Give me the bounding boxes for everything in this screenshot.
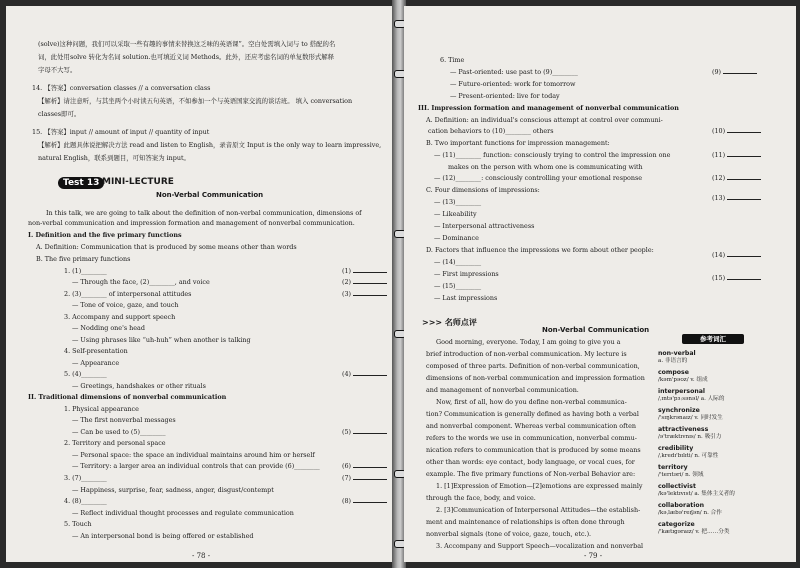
outline-line: 2. (3)________ of interpersonal attitudes <box>64 290 192 298</box>
note-line: natural English，联系到题目，可知答案为 input。 <box>38 154 190 162</box>
answer-slot[interactable]: (14) <box>712 251 761 259</box>
test-badge: Test 13 <box>58 177 104 189</box>
outline-line: II. Traditional dimensions of nonverbal communication <box>28 393 227 401</box>
outline-line: 1. (1)________ <box>64 267 107 275</box>
outline-line: III. Impression formation and management of nonverbal communication <box>418 104 679 112</box>
outline-line: A. Definition: Communication that is produced by some means other than words <box>36 243 297 251</box>
lecture-title: Non-Verbal Communication <box>156 191 264 199</box>
answer-slot[interactable]: (3) <box>342 290 387 298</box>
commentary-line: refers to the words we use in communication, nonverbal commu- <box>426 434 637 442</box>
section-heading: >>> 名师点评 <box>422 318 477 327</box>
outline-line: 4. (8)________ <box>64 497 107 505</box>
commentary-line: ment and maintenance of relationships is often done through <box>426 518 625 526</box>
outline-line: — (12)________: consciously controlling your emotional response <box>434 174 643 182</box>
vocab-entry <box>658 483 735 498</box>
answer-slot[interactable]: (4) <box>342 370 387 378</box>
note-line: 14. 【答案】conversation classes // a conversation class <box>32 84 211 92</box>
outline-line: — Through the face, (2)________, and voice <box>72 278 210 286</box>
vocab-entry <box>658 407 723 422</box>
commentary-line: Good morning, everyone. Today, I am going to give you a <box>436 338 621 346</box>
outline-line: I. Definition and the five primary functions <box>28 231 182 239</box>
commentary-title: Non-Verbal Communication <box>542 326 650 334</box>
note-line: (solve)这种问题，我们可以采取一些有趣的事情来替换这乏味的英语课”。空白处需填入词与 to 搭配的名 <box>38 40 336 48</box>
vocab-word: collaboration <box>658 502 704 509</box>
outline-line: 5. (4)________ <box>64 370 107 378</box>
note-line: classes即可。 <box>38 110 81 118</box>
outline-line: — (14)________ <box>434 258 482 266</box>
outline-line: — Nodding one's head <box>72 324 145 332</box>
outline-line: A. Definition: an individual's conscious attempt at control over communi- <box>426 116 663 124</box>
note-line: 【解析】此题具体说把解决方法 read and listen to English，录音原文 Input is the only way to learn impressive, <box>38 141 382 149</box>
outline-line: — Tone of voice, gaze, and touch <box>72 301 179 309</box>
outline-line: makes on the person with whom one is communicating with <box>448 163 643 171</box>
outline-line: — Reflect individual thought processes and regulate communication <box>72 509 294 517</box>
test-title: MINI-LECTURE <box>102 177 174 187</box>
vocab-meaning: /kə'lektɪvɪst/ a. 集体主义者的 <box>658 491 735 497</box>
vocab-entry <box>658 426 721 441</box>
answer-slot[interactable]: (2) <box>342 278 387 286</box>
outline-line: 5. Touch <box>64 520 92 528</box>
vocab-meaning: /'sɪŋkrənaɪz/ v. 同时发生 <box>658 415 723 421</box>
outline-line: — Happiness, surprise, fear, sadness, anger, disgust/contempt <box>72 486 274 494</box>
commentary-line: example. The five primary functions of Non-verbal Behavior are: <box>426 470 636 478</box>
answer-slot[interactable]: (11) <box>712 151 761 159</box>
answer-slot[interactable]: (12) <box>712 174 761 182</box>
outline-line: — Can be used to (5)________ <box>72 428 166 436</box>
outline-line: — (11)________ function: consciously trying to control the impression one <box>434 151 671 159</box>
commentary-line: 3. Accompany and Support Speech—vocalization and nonverbal <box>436 542 644 550</box>
vocab-word: attractiveness <box>658 426 709 433</box>
outline-line: — Using phrases like “uh-huh” when another is talking <box>72 336 251 344</box>
outline-line: B. The five primary functions <box>36 255 131 263</box>
outline-line: — Greetings, handshakes or other rituals <box>72 382 206 390</box>
outline-line: — Appearance <box>72 359 120 367</box>
vocab-word: interpersonal <box>658 388 706 395</box>
outline-line: — Past-oriented: use past to (9)________ <box>450 68 578 76</box>
commentary-line: brief introduction of non-verbal communication. My lecture is <box>426 350 627 358</box>
vocab-entry <box>658 388 724 403</box>
outline-line: — Last impressions <box>434 294 498 302</box>
vocab-meaning: /kəˌlæbə'reɪʃən/ n. 合作 <box>658 510 722 516</box>
vocab-entry <box>658 445 718 460</box>
vocab-meaning: /ˌkredɪ'bɪlɪti/ n. 可靠性 <box>658 453 719 459</box>
answer-slot[interactable]: (10) <box>712 127 761 135</box>
outline-line: — Future-oriented: work for tomorrow <box>450 80 576 88</box>
vocab-word: credibility <box>658 445 694 452</box>
answer-slot[interactable]: (13) <box>712 194 761 202</box>
right-page <box>404 6 796 562</box>
vocab-word: collectivist <box>658 483 696 490</box>
outline-line: — Likeability <box>434 210 477 218</box>
outline-line: — Territory: a larger area an individual controls that can provide (6)________ <box>72 462 320 470</box>
vocab-word: non-verbal <box>658 350 696 357</box>
commentary-line: through the face, body, and voice. <box>426 494 536 502</box>
vocab-entry <box>658 350 696 365</box>
commentary-line: tion? Communication is generally defined as having both a verbal <box>426 410 639 418</box>
outline-line: 3. Accompany and support speech <box>64 313 176 321</box>
page-number: - 78 - <box>192 552 211 560</box>
vocab-word: categorize <box>658 521 695 528</box>
vocab-entry <box>658 521 729 536</box>
answer-slot[interactable]: (15) <box>712 274 761 282</box>
vocab-word: territory <box>658 464 688 471</box>
commentary-line: composed of three parts. Definition of non-verbal communication, <box>426 362 640 370</box>
outline-line: 1. Physical appearance <box>64 405 139 413</box>
page-number: - 79 - <box>584 552 603 560</box>
vocab-meaning: /kəm'pəʊz/ v. 组成 <box>658 377 708 383</box>
commentary-line: 1. [1]Expression of Emotion—[2]emotions are expressed mainly <box>436 482 643 490</box>
vocab-entry <box>658 502 722 517</box>
commentary-line: 2. [3]Communication of Interpersonal Attitudes—the establish- <box>436 506 641 514</box>
vocab-entry <box>658 369 708 384</box>
answer-slot[interactable]: (5) <box>342 428 387 436</box>
note-line: 字母不大写。 <box>38 66 77 74</box>
outline-line: — (13)________ <box>434 198 482 206</box>
answer-slot[interactable]: (9) <box>712 68 757 76</box>
outline-line: 2. Territory and personal space <box>64 439 166 447</box>
vocab-heading: 参考词汇 <box>682 334 744 344</box>
outline-line: — Interpersonal attractiveness <box>434 222 535 230</box>
commentary-line: and management of nonverbal communication. <box>426 386 579 394</box>
note-line: 15. 【答案】input // amount of input // quantity of input <box>32 128 210 136</box>
outline-line: 3. (7)________ <box>64 474 107 482</box>
answer-slot[interactable]: (1) <box>342 267 387 275</box>
vocab-entry <box>658 464 703 479</box>
outline-line: B. Two important functions for impression management: <box>426 139 610 147</box>
commentary-line: nication refers to communication that is produced by some means <box>426 446 641 454</box>
commentary-line: dimensions of non-verbal communication and impression formation <box>426 374 645 382</box>
outline-line: — An interpersonal bond is being offered or established <box>72 532 254 540</box>
commentary-line: Now, first of all, how do you define non-verbal communica- <box>436 398 627 406</box>
outline-line: 4. Self-presentation <box>64 347 128 355</box>
note-line: 【解析】请注意听，与其坐两个小时读五句英语，不如参加一个与英语国家交流的谈话班。 填入 conversation <box>38 97 353 105</box>
outline-line: — Personal space: the space an individual maintains around him or herself <box>72 451 315 459</box>
vocab-meaning: /ˌɪntə'pɜːsənəl/ a. 人际的 <box>658 396 725 402</box>
outline-line: 6. Time <box>440 56 465 64</box>
outline-line: — Present-oriented: live for today <box>450 92 560 100</box>
outline-line: non-verbal communication and impression formation and management of nonverbal communication. <box>28 219 355 227</box>
outline-line: — (15)________ <box>434 282 482 290</box>
vocab-meaning: /'kætɪgəraɪz/ v. 把……分类 <box>658 529 730 535</box>
answer-slot[interactable]: (7) <box>342 474 387 482</box>
outline-line: — The first nonverbal messages <box>72 416 176 424</box>
commentary-line: and nonverbal component. Whereas verbal communication often <box>426 422 636 430</box>
vocab-word: compose <box>658 369 689 376</box>
left-page <box>6 6 394 562</box>
note-line: 词，此处用solve 转化为名词 solution.也可填近义词 Methods。此外，还应考虑名词的单复数形式解释 <box>38 53 335 61</box>
vocab-meaning: a. 非语言的 <box>658 358 688 364</box>
answer-slot[interactable]: (6) <box>342 462 387 470</box>
vocab-meaning: /'terɪtəri/ n. 领域 <box>658 472 704 478</box>
answer-slot[interactable]: (8) <box>342 497 387 505</box>
outline-line: — First impressions <box>434 270 499 278</box>
outline-line: cation behaviors to (10)________ others <box>428 127 554 135</box>
commentary-line: nonverbal signals (tone of voice, gaze, touch, etc.). <box>426 530 592 538</box>
outline-line: In this talk, we are going to talk about the definition of non-verbal communication, dimensions of <box>46 209 362 217</box>
vocab-word: synchronize <box>658 407 700 414</box>
outline-line: — Dominance <box>434 234 479 242</box>
outline-line: C. Four dimensions of impressions: <box>426 186 540 194</box>
commentary-line: other than words: eye contact, body language, or vocal cues, for <box>426 458 635 466</box>
vocab-meaning: /ə'træktɪvnɪs/ n. 吸引力 <box>658 434 722 440</box>
outline-line: D. Factors that influence the impressions we form about other people: <box>426 246 654 254</box>
